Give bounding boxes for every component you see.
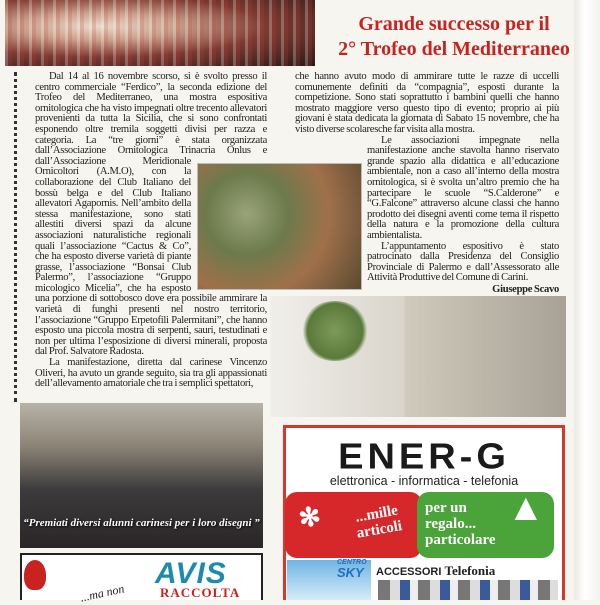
article-left-column — [35, 72, 267, 390]
avis-script-text: ...ma non — [78, 581, 126, 605]
article-paragraph: Le associazioni impegnate nella manifestazione anche stavolta hanno riservato grande spazio alla didattica e all’educazione ambientale, non a caso all’interno della mostra ornitologica, si è svolta un’altro premio che ha partecipare le scuole “S.Calderone” e “G.Falcone” attraverso alcune classi che hanno prodotto dei disegni aventi come tema il rispetto della natura e la promozione della cultura ambientalista. — [367, 134, 559, 241]
headline-line-1: Grande successo per il — [358, 13, 550, 35]
article-paragraph: che hanno avuto modo di ammirare tutte le razze di uccelli comunemente definiti da “compagnia”, esposti durante la competizione. Sono stati soprattutto i bambini quelli che hanno mostrato maggiore verso questo tipo di evento; proprio ai più giovani è stata dedicata la giornata di Sabato 15 novembre, che ha visto diverse scolaresche far visita alla mostra. — [295, 71, 559, 135]
christmas-tree-icon: ▲ — [507, 487, 545, 529]
article-paragraph: Dal 14 al 16 novembre scorso, si è svolto presso il centro commerciale “Ferdico”, la seconda edizione del Trofeo del Mediterraneo, una mostra espositiva ornitologica che ha visto impegnati oltre trecento allevatori provenienti da tutta la Sicilia, che si sono confrontati esponendo oltre tremila soggetti divisi per razza e categoria. La “tre giorni” è stata organizzata dall’Associazione Ornitologica Trinacria Onlus e dall’Associazione Meridionale Ornicoltori (A.M.O), con la collaborazione del Club Italiano del bossù belga e del Club Italiano allevatori Agapornis. Nell’ambito della stessa manifestazione, sono stati allestiti diversi spazi da alcune associazioni naturalistiche regionali quali l’associazione “Cactus & Co”, che ha esposto diverse varietà di piante grasse, l’associazione “Bonsai Club Palermo”, l’associazione “Gruppo micologico Micelia”, che ha esposto una porzione di sottobosco dove era possibile ammirare la varietà di funghi presenti nel nostro territorio, l’associazione “Gruppo Erpetofili Palermitani”, che hanno esposto una piccola mostra di serpenti, sauri, testudinati e non per ultima l’esposizione di diversi minerali, proposta dal Prof. Salvatore Radosta. — [35, 71, 267, 358]
tag1-text: ...mille articoli — [354, 502, 404, 542]
article-right-column — [295, 72, 559, 295]
wrap-spacer — [295, 146, 363, 274]
accessori-telefonia — [376, 563, 495, 579]
sky-text: SKY — [337, 565, 364, 580]
blood-drop-icon — [24, 560, 46, 590]
article-paragraph: L’appuntamento espositivo è stato patrocinato dalla Presidenza del Consiglio Provinciale di Palermo e dall’Assessorato alle Attività Produttive del Comune di Carini. — [367, 240, 559, 284]
flowers-photo — [5, 0, 315, 66]
avis-raccolta: RACCOLTA — [160, 585, 241, 600]
centro-text: CENTRO — [337, 559, 367, 566]
reindeer-icon: ✻ — [296, 501, 324, 534]
tag2-text: per un regalo... particolare — [425, 500, 496, 548]
telefonia-text: Telefonia — [444, 563, 496, 578]
dotted-divider — [14, 72, 17, 402]
headline — [318, 12, 590, 62]
accessori-text: ACCESSORI — [376, 566, 442, 578]
photo-caption: “Premiati diversi alunni carinesi per i loro disegni ” — [23, 517, 260, 529]
accessories-images — [378, 580, 558, 600]
centro-sky-logo — [337, 558, 367, 578]
ener-g-subtitle: elettronica - informatica - telefonia — [329, 474, 519, 488]
page-fold — [574, 0, 600, 600]
tag-mille-articoli — [285, 492, 422, 558]
ener-g-logo: ENER-G — [338, 437, 510, 477]
author: Giuseppe Scavo — [492, 283, 559, 295]
avis-logo: AVIS — [155, 557, 227, 590]
article-paragraph: La manifestazione, diretta dal carinese Vincenzo Oliveri, ha avuto un grande seguito, sia tra gli appassionati dell’allevamento amatoriale che tra i semplici spettatori, — [35, 357, 267, 390]
headline-line-2: 2° Trofeo del Mediterraneo — [338, 38, 570, 60]
wrap-spacer — [195, 163, 267, 291]
tag-regalo — [417, 487, 554, 558]
bonsai-tree — [300, 301, 370, 361]
